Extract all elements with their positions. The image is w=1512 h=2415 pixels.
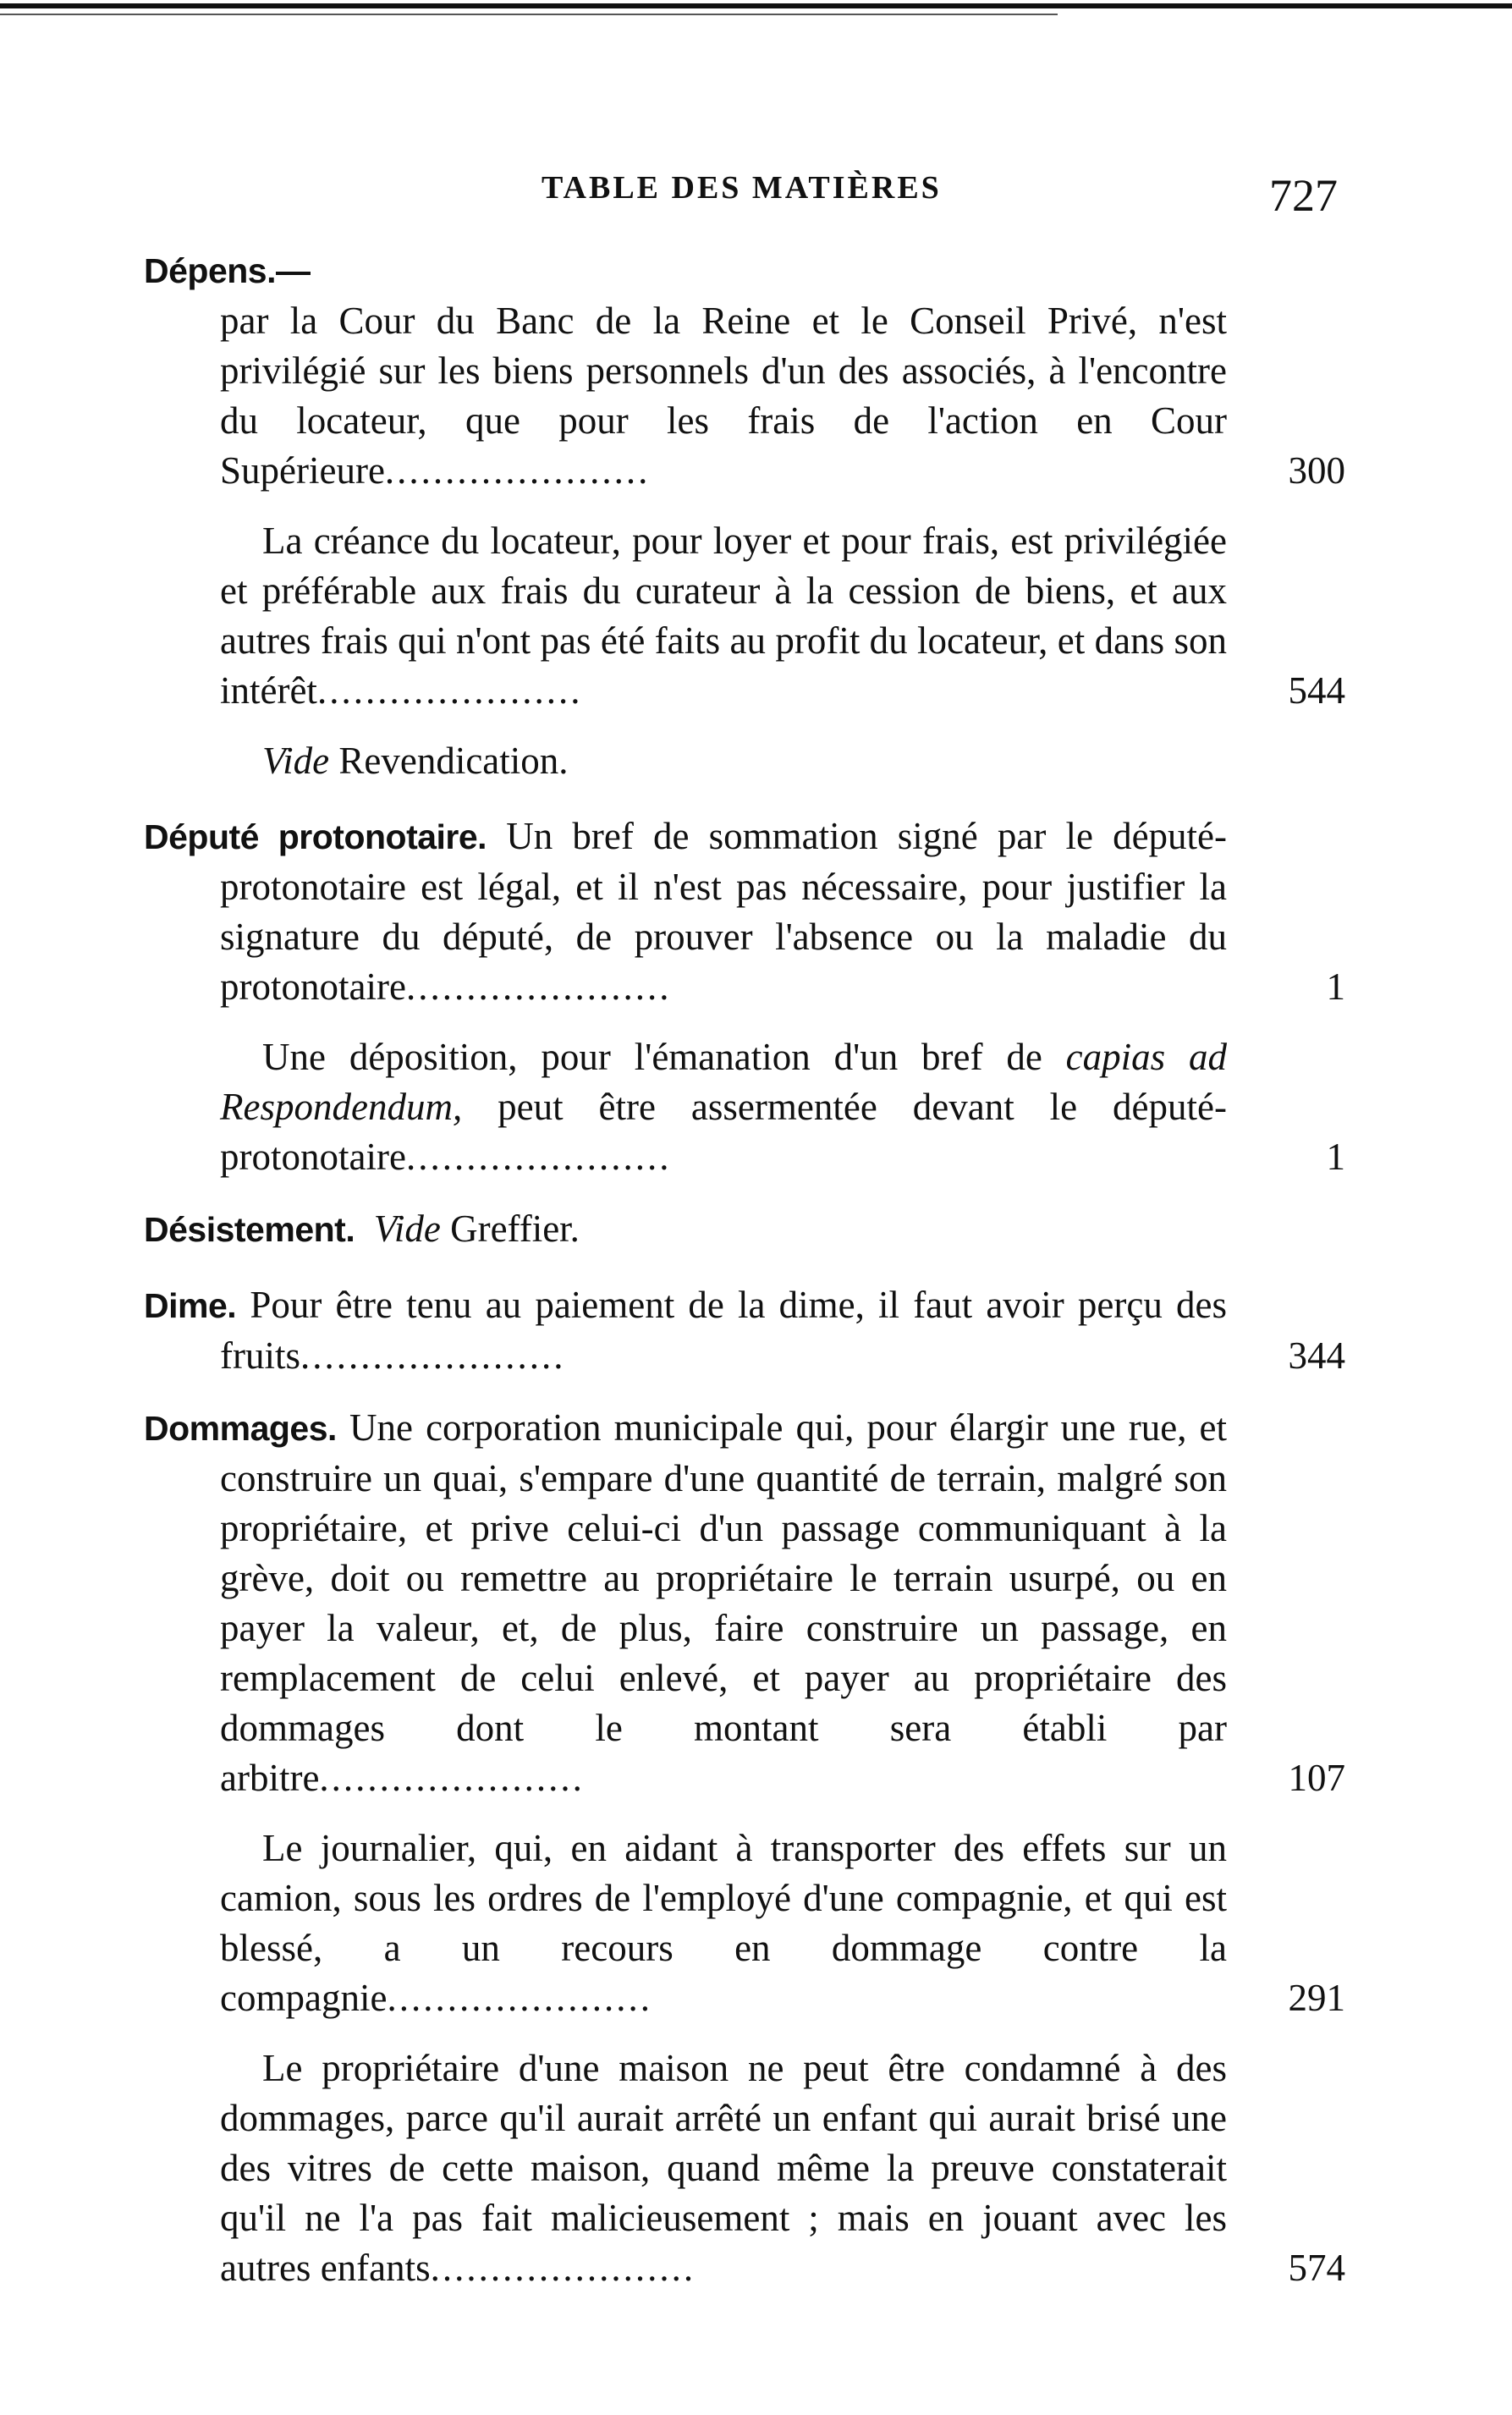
- entry-text: Un bref de sommation signé par le député-protonotaire est légal, et il n'est pas nécessaire, pour justifier la signature du député, de prouver l'absence ou la maladie du protonotaire: [220, 815, 1228, 1008]
- dot-leader: ......................: [387, 1977, 652, 2019]
- entry-desistement: [144, 1204, 1345, 1255]
- dot-leader: ......................: [405, 1136, 672, 1178]
- entry-paragraph: [144, 2044, 1345, 2293]
- page-reference: 1: [1326, 1136, 1345, 1178]
- page-reference: 107: [1288, 1757, 1345, 1799]
- top-rule-thin: [0, 14, 1058, 15]
- entry-text: Pour être tenu au paiement de la dime, il faut avoir perçu des fruits: [220, 1284, 1228, 1377]
- dot-leader: ......................: [384, 449, 651, 492]
- entry-paragraph: [144, 296, 1345, 496]
- vide-label: Vide: [262, 740, 330, 782]
- vide-label: Vide: [373, 1208, 441, 1250]
- dot-leader: ......................: [316, 669, 583, 712]
- entry-paragraph: [144, 1403, 1345, 1803]
- entry-text: La créance du locateur, pour loyer et pour frais, est privilégiée et préférable aux frais du curateur à la cession de biens, et aux autres frais qui n'ont pas été faits au profit du locateur, et dans son intérêt: [220, 520, 1227, 712]
- entry-text: peut être assermentée devant le député-protonotaire: [220, 1086, 1227, 1178]
- entry-heading: Dépens.—: [144, 251, 311, 290]
- page-reference: 300: [1288, 449, 1345, 492]
- entry-paragraph: [144, 1032, 1345, 1182]
- vide-target: Greffier.: [450, 1208, 580, 1250]
- entry-dime: [144, 1280, 1345, 1381]
- cross-reference: [144, 736, 1345, 786]
- dot-leader: ......................: [405, 965, 672, 1008]
- page-reference: 544: [1288, 669, 1345, 712]
- entry-text-italic: capias ad Respondendum,: [220, 1036, 1227, 1128]
- page-title: TABLE DES MATIÈRES: [542, 170, 942, 206]
- page-reference: 574: [1288, 2247, 1345, 2289]
- cross-reference: [144, 1204, 1345, 1255]
- entry-dommages: [144, 1403, 1345, 2293]
- entry-paragraph: [144, 1280, 1345, 1381]
- entry-paragraph: [144, 516, 1345, 716]
- entry-text: par la Cour du Banc de la Reine et le Conseil Privé, n'est privilégié sur les biens personnels d'un des associés, à l'encontre du locateur, que pour les frais de l'action en Cour Supérieure: [220, 300, 1227, 492]
- vide-target: Revendication.: [338, 740, 569, 782]
- page-reference: 1: [1326, 965, 1345, 1008]
- entry-paragraph: [144, 811, 1345, 1012]
- table-of-contents: [144, 245, 1345, 2315]
- entry-text: Une corporation municipale qui, pour élargir une rue, et construire un quai, s'empare d'une quantité de terrain, malgré son propriétaire, et prive celui-ci d'un passage communiquant à la grève, doit ou remettre au propriétaire le terrain usurpé, ou en payer la valeur, et, de plus, faire construire un passage, en remplacement de celui enlevé, et payer au propriétaire des dommages dont le montant sera établi par arbitre: [220, 1406, 1228, 1799]
- entry-depens: [144, 245, 1345, 786]
- entry-paragraph: [144, 1824, 1345, 2023]
- dot-leader: ......................: [430, 2247, 696, 2289]
- entry-text: Une déposition, pour l'émanation d'un bref de: [262, 1036, 1066, 1078]
- dot-leader: ......................: [319, 1757, 585, 1799]
- entry-text: Le journalier, qui, en aidant à transporter des effets sur un camion, sous les ordres de l'employé d'une compagnie, et qui est blessé, a un recours en dommage contre la compagnie: [220, 1827, 1227, 2019]
- page-reference: 344: [1288, 1334, 1345, 1377]
- entry-depute-protonotaire: [144, 811, 1345, 1182]
- entry-heading: Désistement.: [144, 1210, 355, 1249]
- page-reference: 291: [1288, 1977, 1345, 2019]
- page-number: 727: [1269, 170, 1338, 221]
- entry-heading: Député protonotaire.: [144, 817, 487, 856]
- dot-leader: ......................: [300, 1334, 566, 1377]
- entry-text: Le propriétaire d'une maison ne peut être condamné à des dommages, parce qu'il aurait arrêté un enfant qui aurait brisé une des vitres de cette maison, quand même la preuve constaterait qu'il ne l'a pas fait malicieusement ; mais en jouant avec les autres enfants: [220, 2047, 1227, 2289]
- entry-heading: Dime.: [144, 1286, 237, 1325]
- top-rule: [0, 3, 1512, 8]
- entry-heading: Dommages.: [144, 1409, 337, 1448]
